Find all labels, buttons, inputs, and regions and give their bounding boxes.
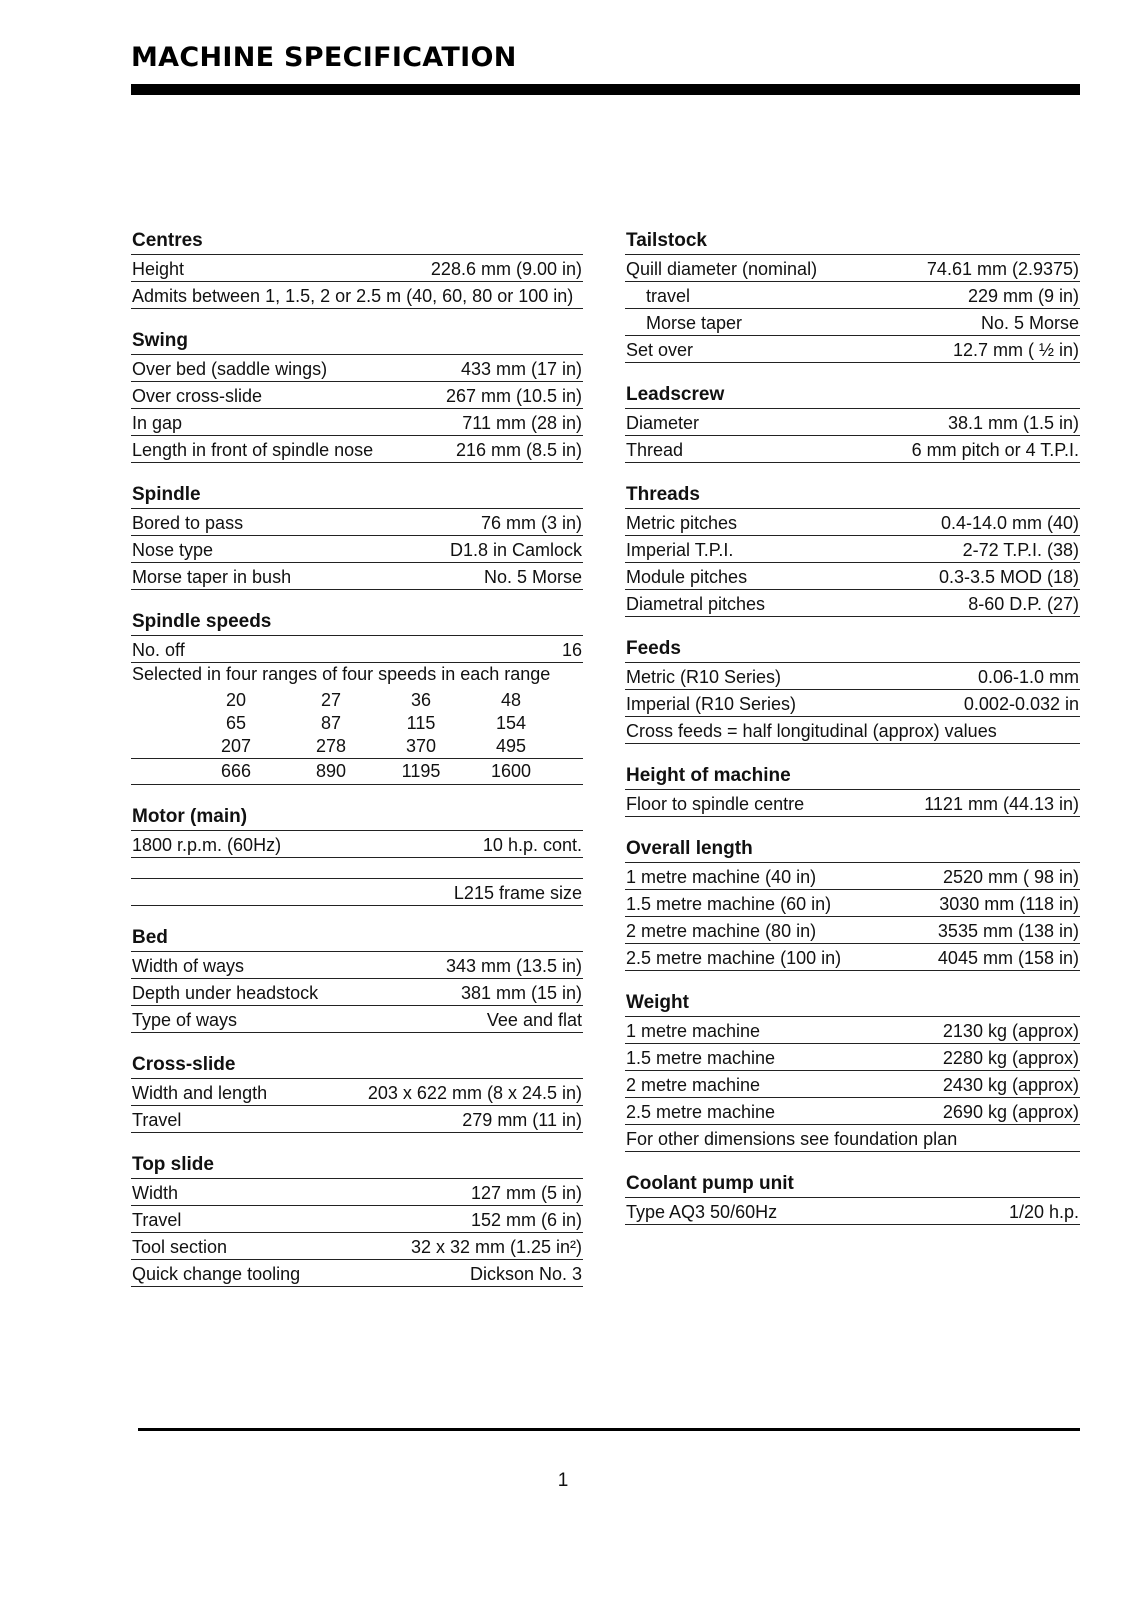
- page-number: 1: [557, 1470, 569, 1491]
- spec-row: [131, 254, 583, 281]
- spec-row: [131, 562, 583, 590]
- title-bar: [131, 84, 1080, 95]
- spec-label: Width: [132, 1183, 179, 1203]
- section-heading: Centres: [132, 230, 203, 251]
- spec-value: 267 mm (10.5 in): [445, 386, 582, 406]
- spec-label: Type AQ3 50/60Hz: [626, 1202, 778, 1222]
- spec-row: [131, 508, 583, 535]
- section-heading: Height of machine: [626, 765, 791, 786]
- spec-value: 433 mm (17 in): [460, 359, 582, 379]
- spec-value: L215 frame size: [453, 883, 582, 903]
- spec-value: 279 mm (11 in): [462, 1110, 582, 1130]
- section-top-slide: [131, 1152, 583, 1287]
- spec-row: [131, 878, 583, 906]
- spec-row: [625, 1070, 1080, 1097]
- spec-row: [625, 789, 1080, 817]
- spec-row: [625, 862, 1080, 889]
- spec-value: 2280 kg (approx): [942, 1048, 1079, 1068]
- section-heading: Tailstock: [626, 230, 707, 251]
- spec-value: 8-60 D.P. (27): [968, 594, 1079, 614]
- spec-label: In gap: [132, 413, 183, 433]
- spec-label: Floor to spindle centre: [626, 794, 805, 814]
- spec-value: 6 mm pitch or 4 T.P.I.: [911, 440, 1079, 460]
- page-title: MACHINE SPECIFICATION: [131, 42, 517, 73]
- spec-value: 0.4-14.0 mm (40): [940, 513, 1079, 533]
- spec-label: Travel: [132, 1210, 182, 1230]
- speed-value: 36: [410, 690, 432, 710]
- spec-row: [625, 716, 1080, 744]
- spec-label: Travel: [132, 1110, 182, 1130]
- spec-label: 1800 r.p.m. (60Hz): [132, 835, 282, 855]
- spec-label: 1 metre machine: [626, 1021, 761, 1041]
- speed-value: 65: [225, 713, 247, 733]
- spec-row: [131, 1178, 583, 1205]
- spec-label: 1 metre machine (40 in): [626, 867, 817, 887]
- spec-row: [131, 951, 583, 978]
- spec-label: Nose type: [132, 540, 214, 560]
- section-centres: [131, 228, 583, 309]
- spec-value: 74.61 mm (2.9375): [926, 259, 1079, 279]
- spec-label: 1.5 metre machine: [626, 1048, 776, 1068]
- spec-label: 2.5 metre machine: [626, 1102, 776, 1122]
- spec-label: Width and length: [132, 1083, 268, 1103]
- section-heading: Spindle: [132, 484, 201, 505]
- bottom-rule: [138, 1428, 1080, 1431]
- speed-value: 495: [495, 736, 527, 756]
- spec-row: [625, 1043, 1080, 1070]
- spacer: [131, 858, 583, 878]
- spec-label: No. off: [132, 640, 185, 660]
- spec-value: 2-72 T.P.I. (38): [962, 540, 1079, 560]
- spec-value: Vee and flat: [486, 1010, 582, 1030]
- speed-value: 1195: [401, 761, 441, 781]
- spec-row: [625, 435, 1080, 463]
- speed-value: 278: [315, 736, 347, 756]
- spec-row: [625, 1124, 1080, 1152]
- spec-row: [625, 535, 1080, 562]
- section-coolant-pump-unit: [625, 1171, 1080, 1225]
- spec-label: Metric pitches: [626, 513, 738, 533]
- spec-label: 1.5 metre machine (60 in): [626, 894, 832, 914]
- spec-value: 711 mm (28 in): [462, 413, 582, 433]
- spec-row: [625, 281, 1080, 308]
- spec-row: [625, 589, 1080, 617]
- spec-row: [131, 381, 583, 408]
- section-heading: Bed: [132, 927, 168, 948]
- left-column: [131, 228, 583, 1306]
- speed-table: [131, 635, 583, 785]
- spec-label: Depth under headstock: [132, 983, 319, 1003]
- spec-label: Tool section: [132, 1237, 228, 1257]
- spec-value: 2130 kg (approx): [942, 1021, 1079, 1041]
- section-heading: Cross-slide: [132, 1054, 236, 1075]
- spec-label: Quill diameter (nominal): [626, 259, 818, 279]
- spec-value: 32 x 32 mm (1.25 in²): [410, 1237, 582, 1257]
- spec-row: [131, 978, 583, 1005]
- section-heading: Coolant pump unit: [626, 1173, 794, 1194]
- spec-label: Metric (R10 Series): [626, 667, 782, 687]
- speed-value: 27: [320, 690, 342, 710]
- spec-value: 4045 mm (158 in): [937, 948, 1079, 968]
- speed-value: 87: [320, 713, 342, 733]
- section-heading: Spindle speeds: [132, 611, 272, 632]
- spec-label: 2 metre machine: [626, 1075, 761, 1095]
- spec-label: Length in front of spindle nose: [132, 440, 374, 460]
- spec-value: 1121 mm (44.13 in): [924, 794, 1079, 814]
- spec-label: Imperial (R10 Series): [626, 694, 797, 714]
- spec-row: [625, 508, 1080, 535]
- section-motor: [131, 804, 583, 906]
- spec-row: [131, 1078, 583, 1105]
- spec-value: 38.1 mm (1.5 in): [947, 413, 1079, 433]
- spec-label: Set over: [626, 340, 694, 360]
- section-weight: [625, 990, 1080, 1152]
- spec-value: 1/20 h.p.: [1008, 1202, 1079, 1222]
- spec-value: D1.8 in Camlock: [449, 540, 582, 560]
- spec-label: Morse taper in bush: [132, 567, 292, 587]
- spec-row: [131, 435, 583, 463]
- spec-row: [131, 1259, 583, 1287]
- section-cross-slide: [131, 1052, 583, 1133]
- spec-value: 2430 kg (approx): [942, 1075, 1079, 1095]
- section-heading: Top slide: [132, 1154, 214, 1175]
- spec-value: 3030 mm (118 in): [939, 894, 1079, 914]
- speed-value: 890: [315, 761, 347, 781]
- section-leadscrew: [625, 382, 1080, 463]
- spec-row: [131, 662, 583, 689]
- spec-value: 0.002-0.032 in: [963, 694, 1079, 714]
- spec-row: [625, 916, 1080, 943]
- speed-value: 370: [405, 736, 437, 756]
- section-heading: Threads: [626, 484, 700, 505]
- spec-row: [625, 1097, 1080, 1124]
- section-spindle-speeds: [131, 609, 583, 785]
- speed-value: 154: [495, 713, 527, 733]
- spec-label: Width of ways: [132, 956, 245, 976]
- speed-value: 115: [406, 713, 436, 733]
- spec-value: 2690 kg (approx): [942, 1102, 1079, 1122]
- spec-label: Over cross-slide: [132, 386, 263, 406]
- section-heading: Overall length: [626, 838, 753, 859]
- spec-label: Diametral pitches: [626, 594, 766, 614]
- spec-value: 381 mm (15 in): [460, 983, 582, 1003]
- section-heading: Leadscrew: [626, 384, 725, 405]
- spec-row: [625, 889, 1080, 916]
- spec-row: [131, 1205, 583, 1232]
- spec-value: 229 mm (9 in): [967, 286, 1079, 306]
- spec-row: [131, 281, 583, 309]
- spec-label: Diameter: [626, 413, 700, 433]
- spec-value: 127 mm (5 in): [470, 1183, 582, 1203]
- spec-label: Thread: [626, 440, 684, 460]
- spec-label: 2.5 metre machine (100 in): [626, 948, 842, 968]
- spec-label: For other dimensions see foundation plan: [626, 1129, 958, 1149]
- spec-label: travel: [646, 286, 691, 306]
- spec-label: Selected in four ranges of four speeds in each range: [132, 664, 551, 684]
- spec-row: [625, 335, 1080, 363]
- spec-value: 10 h.p. cont.: [482, 835, 582, 855]
- speed-value: 20: [225, 690, 247, 710]
- spec-label: 2 metre machine (80 in): [626, 921, 817, 941]
- speed-range-row: [131, 689, 583, 712]
- spec-row: [625, 1016, 1080, 1043]
- section-heading: Motor (main): [132, 806, 248, 827]
- spec-label: Morse taper: [646, 313, 743, 333]
- spec-row: [625, 408, 1080, 435]
- spec-value: 3535 mm (138 in): [937, 921, 1079, 941]
- section-spindle: [131, 482, 583, 590]
- spec-value: No. 5 Morse: [980, 313, 1079, 333]
- section-overall-length: [625, 836, 1080, 971]
- spec-row: [131, 636, 583, 662]
- speed-range-row: [131, 735, 583, 758]
- section-tailstock: [625, 228, 1080, 363]
- spec-label: Type of ways: [132, 1010, 238, 1030]
- section-bed: [131, 925, 583, 1033]
- spec-value: 2520 mm ( 98 in): [942, 867, 1079, 887]
- spec-label: Over bed (saddle wings): [132, 359, 328, 379]
- spec-value: 0.06-1.0 mm: [977, 667, 1079, 687]
- spec-row: [131, 354, 583, 381]
- section-heading: Weight: [626, 992, 689, 1013]
- spec-row: [625, 1197, 1080, 1225]
- section-height-of-machine: [625, 763, 1080, 817]
- spec-label: Module pitches: [626, 567, 748, 587]
- section-feeds: [625, 636, 1080, 744]
- spec-row: [131, 830, 583, 858]
- spec-row: [625, 662, 1080, 689]
- spec-label: Imperial T.P.I.: [626, 540, 734, 560]
- spec-value: 216 mm (8.5 in): [455, 440, 582, 460]
- section-heading: Swing: [132, 330, 188, 351]
- spec-row: [625, 689, 1080, 716]
- spec-row: [625, 562, 1080, 589]
- section-swing: [131, 328, 583, 463]
- spec-row: [131, 1105, 583, 1133]
- spec-value: 228.6 mm (9.00 in): [430, 259, 582, 279]
- spec-value: Dickson No. 3: [469, 1264, 582, 1284]
- spec-value: 203 x 622 mm (8 x 24.5 in): [367, 1083, 582, 1103]
- section-heading: Feeds: [626, 638, 681, 659]
- spec-label: Admits between 1, 1.5, 2 or 2.5 m (40, 60, 80 or 100 in): [132, 286, 574, 306]
- spec-value: No. 5 Morse: [483, 567, 582, 587]
- spec-value: 152 mm (6 in): [470, 1210, 582, 1230]
- spec-value: 16: [561, 640, 582, 660]
- spec-row: [131, 1005, 583, 1033]
- speed-value: 48: [500, 690, 522, 710]
- spec-row: [131, 535, 583, 562]
- section-threads: [625, 482, 1080, 617]
- spec-label: Bored to pass: [132, 513, 244, 533]
- spec-value: 343 mm (13.5 in): [445, 956, 582, 976]
- spec-value: 12.7 mm ( ½ in): [952, 340, 1079, 360]
- spec-label: Cross feeds = half longitudinal (approx) values: [626, 721, 997, 741]
- spec-row: [625, 308, 1080, 335]
- spec-value: 76 mm (3 in): [480, 513, 582, 533]
- spec-row: [131, 1232, 583, 1259]
- spec-label: Height: [132, 259, 185, 279]
- speed-value: 666: [220, 761, 252, 781]
- spec-row: [625, 943, 1080, 971]
- spec-value: 0.3-3.5 MOD (18): [938, 567, 1079, 587]
- spec-label: Quick change tooling: [132, 1264, 301, 1284]
- right-column: [625, 228, 1080, 1244]
- speed-range-row: [131, 712, 583, 735]
- speed-range-row: [131, 758, 583, 784]
- spec-row: [131, 408, 583, 435]
- spec-row: [625, 254, 1080, 281]
- speed-value: 1600: [490, 761, 532, 781]
- speed-value: 207: [220, 736, 252, 756]
